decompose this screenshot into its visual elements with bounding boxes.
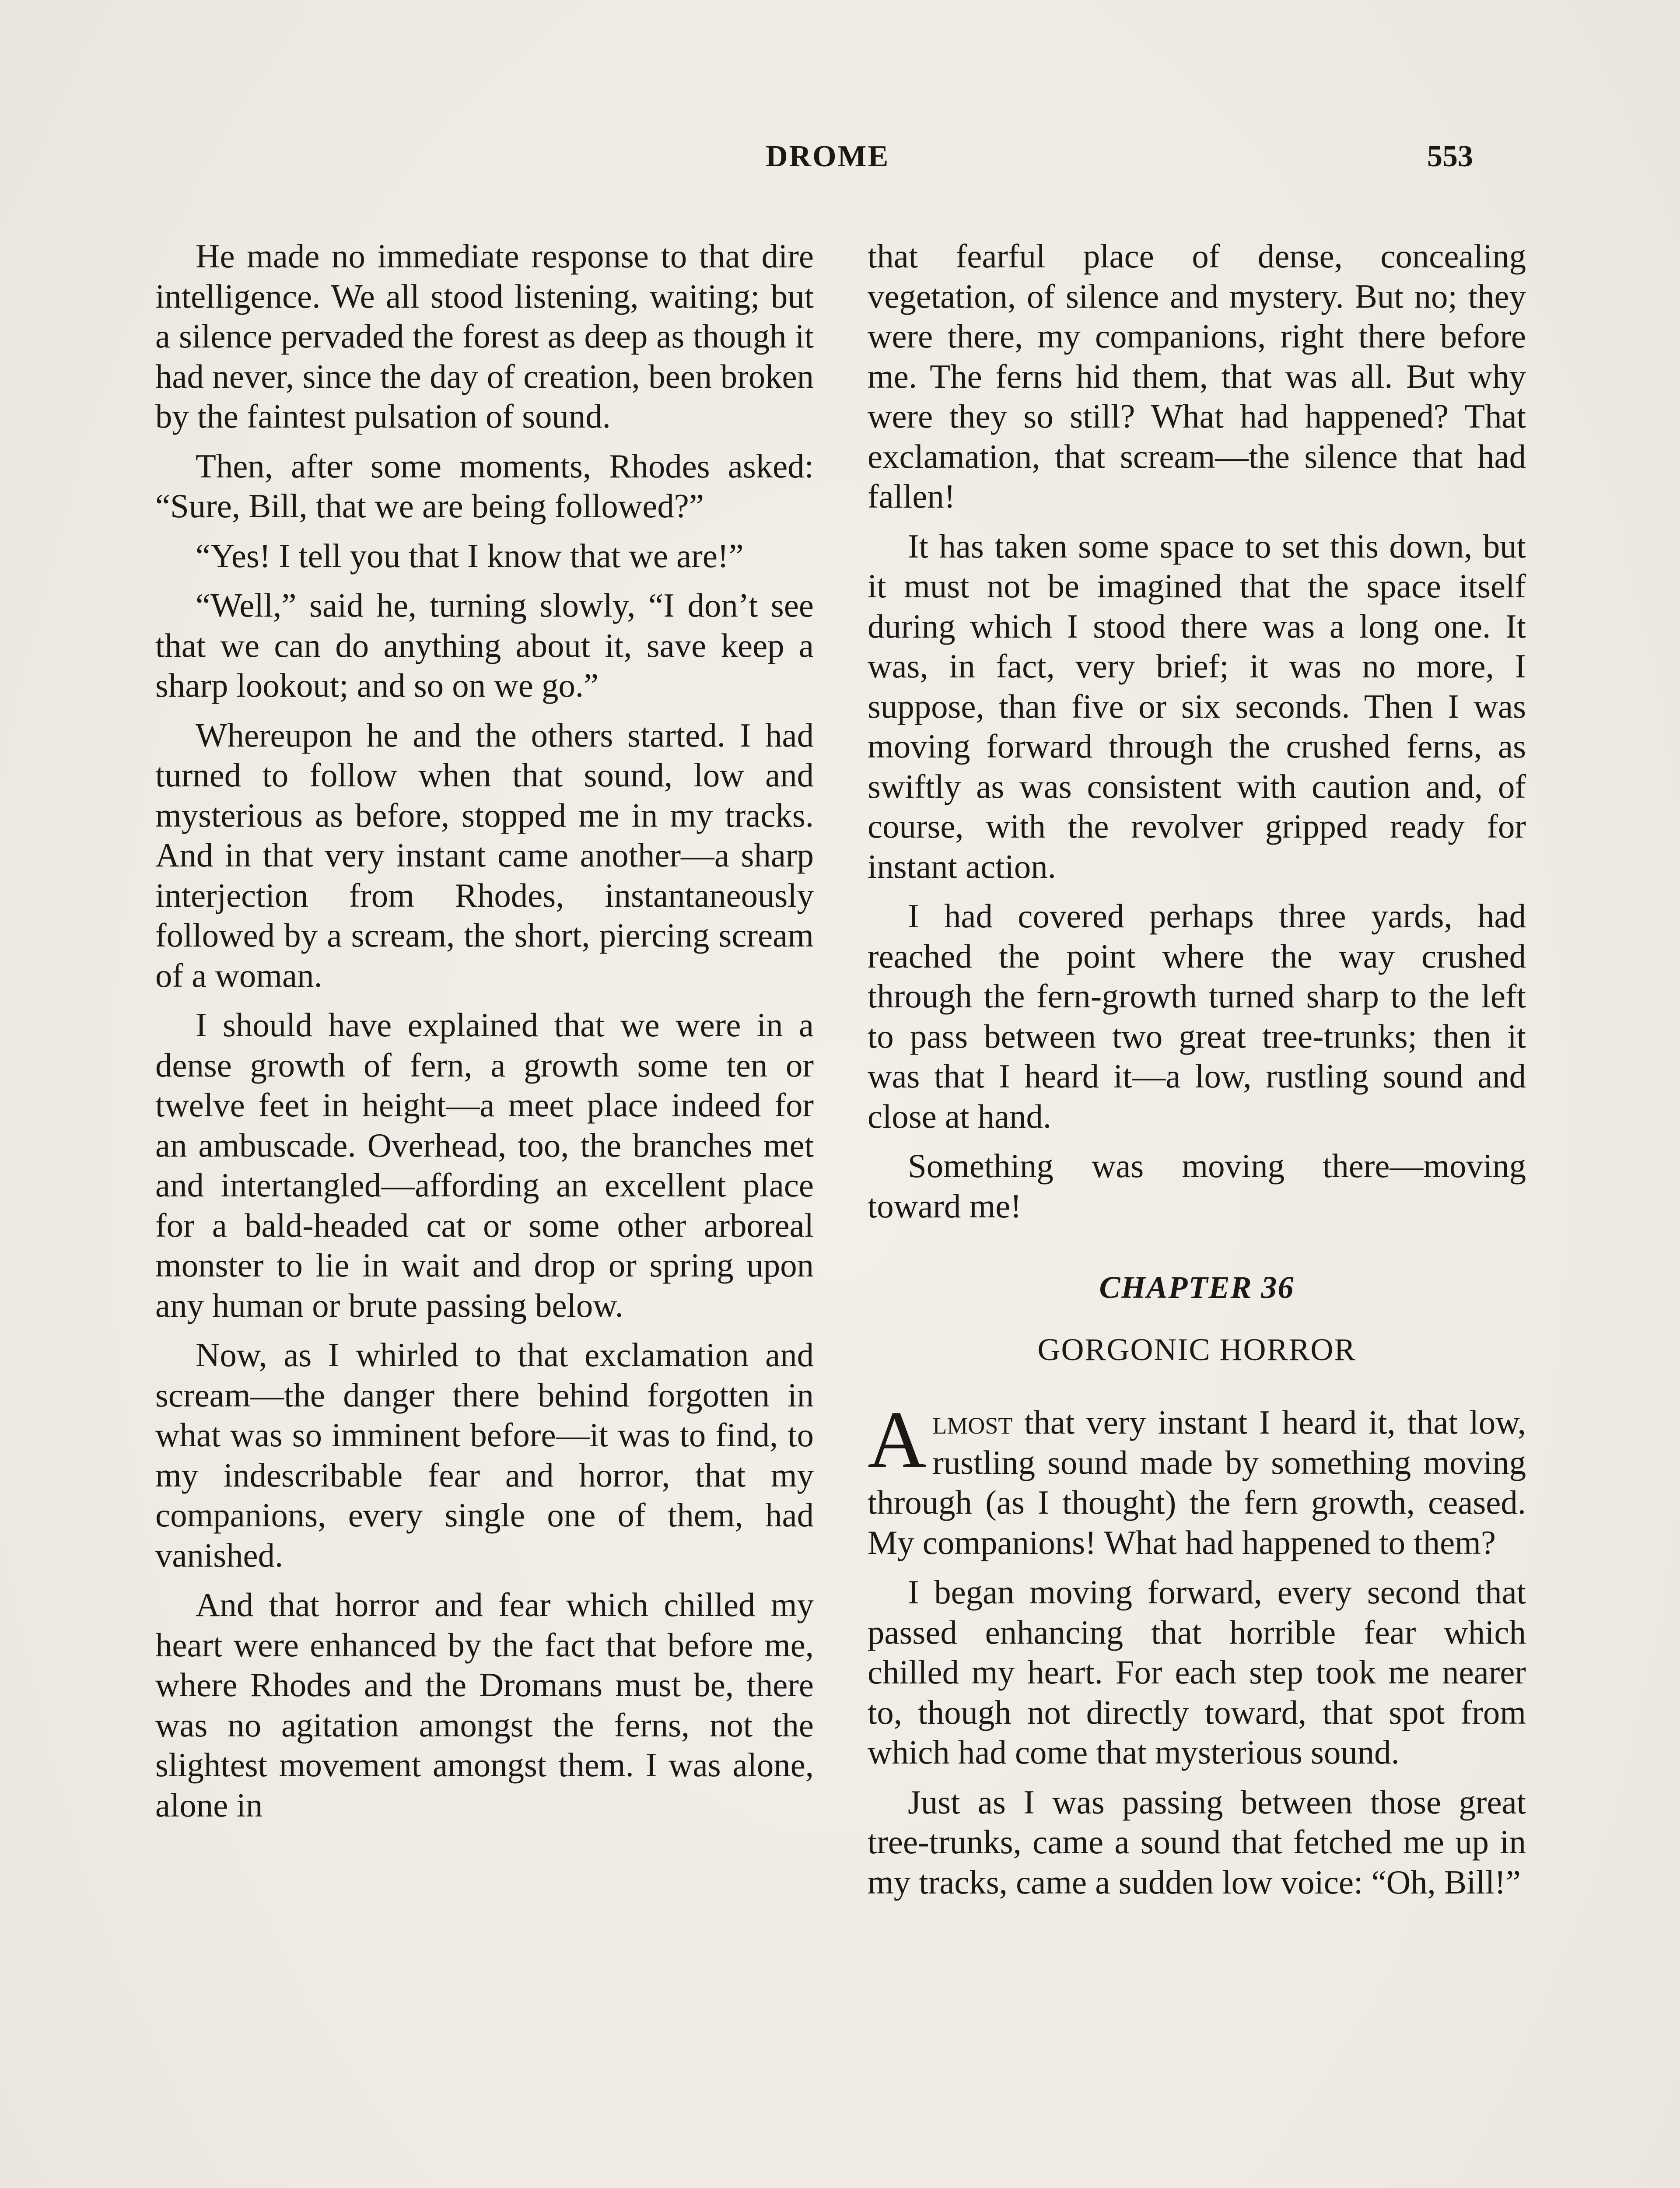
running-head: DROME xyxy=(766,140,890,173)
paragraph: Then, after some moments, Rhodes asked: “Sure, Bill, that we are being followed?” xyxy=(155,447,814,525)
page-number: 553 xyxy=(1427,140,1473,173)
paragraph: Now, as I whirled to that exclamation and scream—the danger there behind forgotten in what was so imminent before—it was to find, to my indescribable fear and horror, that my companions, every single one of them, had vanished. xyxy=(155,1336,814,1574)
paragraph: I began moving forward, every second that passed enhancing that horrible fear which chilled my heart. For each step took me nearer to, though not directly toward, that spot from which had come that mysterious sound. xyxy=(868,1574,1526,1771)
paragraph-continuation: that fearful place of dense, concealing vegetation, of silence and mystery. But no; they were there, my companions, right there before me. The ferns hid them, that was all. But why were they so still? What had happened? That exclamation, that scream—the silence that had fallen! xyxy=(868,238,1526,515)
right-text-column xyxy=(868,236,1526,1912)
chapter-title: GORGONIC HORROR xyxy=(1037,1332,1356,1367)
chapter-opening-paragraph xyxy=(868,1395,1526,1563)
chapter-label: CHAPTER 36 xyxy=(1099,1270,1295,1305)
paragraph: “Yes! I tell you that I know that we are!” xyxy=(196,537,744,575)
opening-small-caps: lmost xyxy=(932,1404,1013,1441)
paragraph: Something was moving there—moving toward me! xyxy=(868,1147,1526,1225)
paragraph: I should have explained that we were in a dense growth of fern, a growth some ten or twelve feet in height—a meet place indeed for an ambuscade. Overhead, too, the branches met and intertangled—affording an excellent place for a bald-headed cat or some other arboreal monster to lie in wait and drop or spring upon any human or brute passing below. xyxy=(155,1006,814,1324)
paragraph: Whereupon he and the others started. I had turned to follow when that sound, low and mysterious as before, stopped me in my tracks. And in that very instant came another—a sharp interjection from Rhodes, instantaneously followed by a scream, the short, piercing scream of a woman. xyxy=(155,716,814,994)
drop-cap: A xyxy=(868,1395,927,1485)
paragraph: It has taken some space to set this down, but it must not be imagined that the space itself during which I stood there was a long one. It was, in fact, very brief; it was no more, I suppose, than five or six seconds. Then I was moving forward through the crushed ferns, as swiftly as was consistent with caution and, of course, with the revolver gripped ready for instant action. xyxy=(868,527,1526,885)
paragraph: I had covered perhaps three yards, had reached the point where the way crushed through the fern-growth turned sharp to the left to pass between two great tree-trunks; then it was that I heard it—a low, rustling sound and close at hand. xyxy=(868,898,1526,1135)
paragraph: He made no immediate response to that dire intelligence. We all stood listening, waiting; but a silence pervaded the forest as deep as though it had never, since the day of creation, been broken by the faintest pulsation of sound. xyxy=(155,238,814,435)
paragraph: “Well,” said he, turning slowly, “I don’t see that we can do anything about it, save keep a sharp lookout; and so on we go.” xyxy=(155,587,814,704)
paragraph: And that horror and fear which chilled my heart were enhanced by the fact that before me, where Rhodes and the Dromans must be, there was no agitation amongst the ferns, not the slightest movement amongst them. I was alone, alone in xyxy=(155,1586,814,1824)
paragraph: Just as I was passing between those great tree-trunks, came a sound that fetched me up in my tracks, came a sudden low voice: “Oh, Bill!” xyxy=(868,1783,1526,1901)
opening-text: that very instant I heard it, that low, rustling sound made by something moving through (as I thought) the fern growth, ceased. My companions! What had happened to them? xyxy=(868,1404,1526,1561)
left-text-column xyxy=(155,236,814,1835)
